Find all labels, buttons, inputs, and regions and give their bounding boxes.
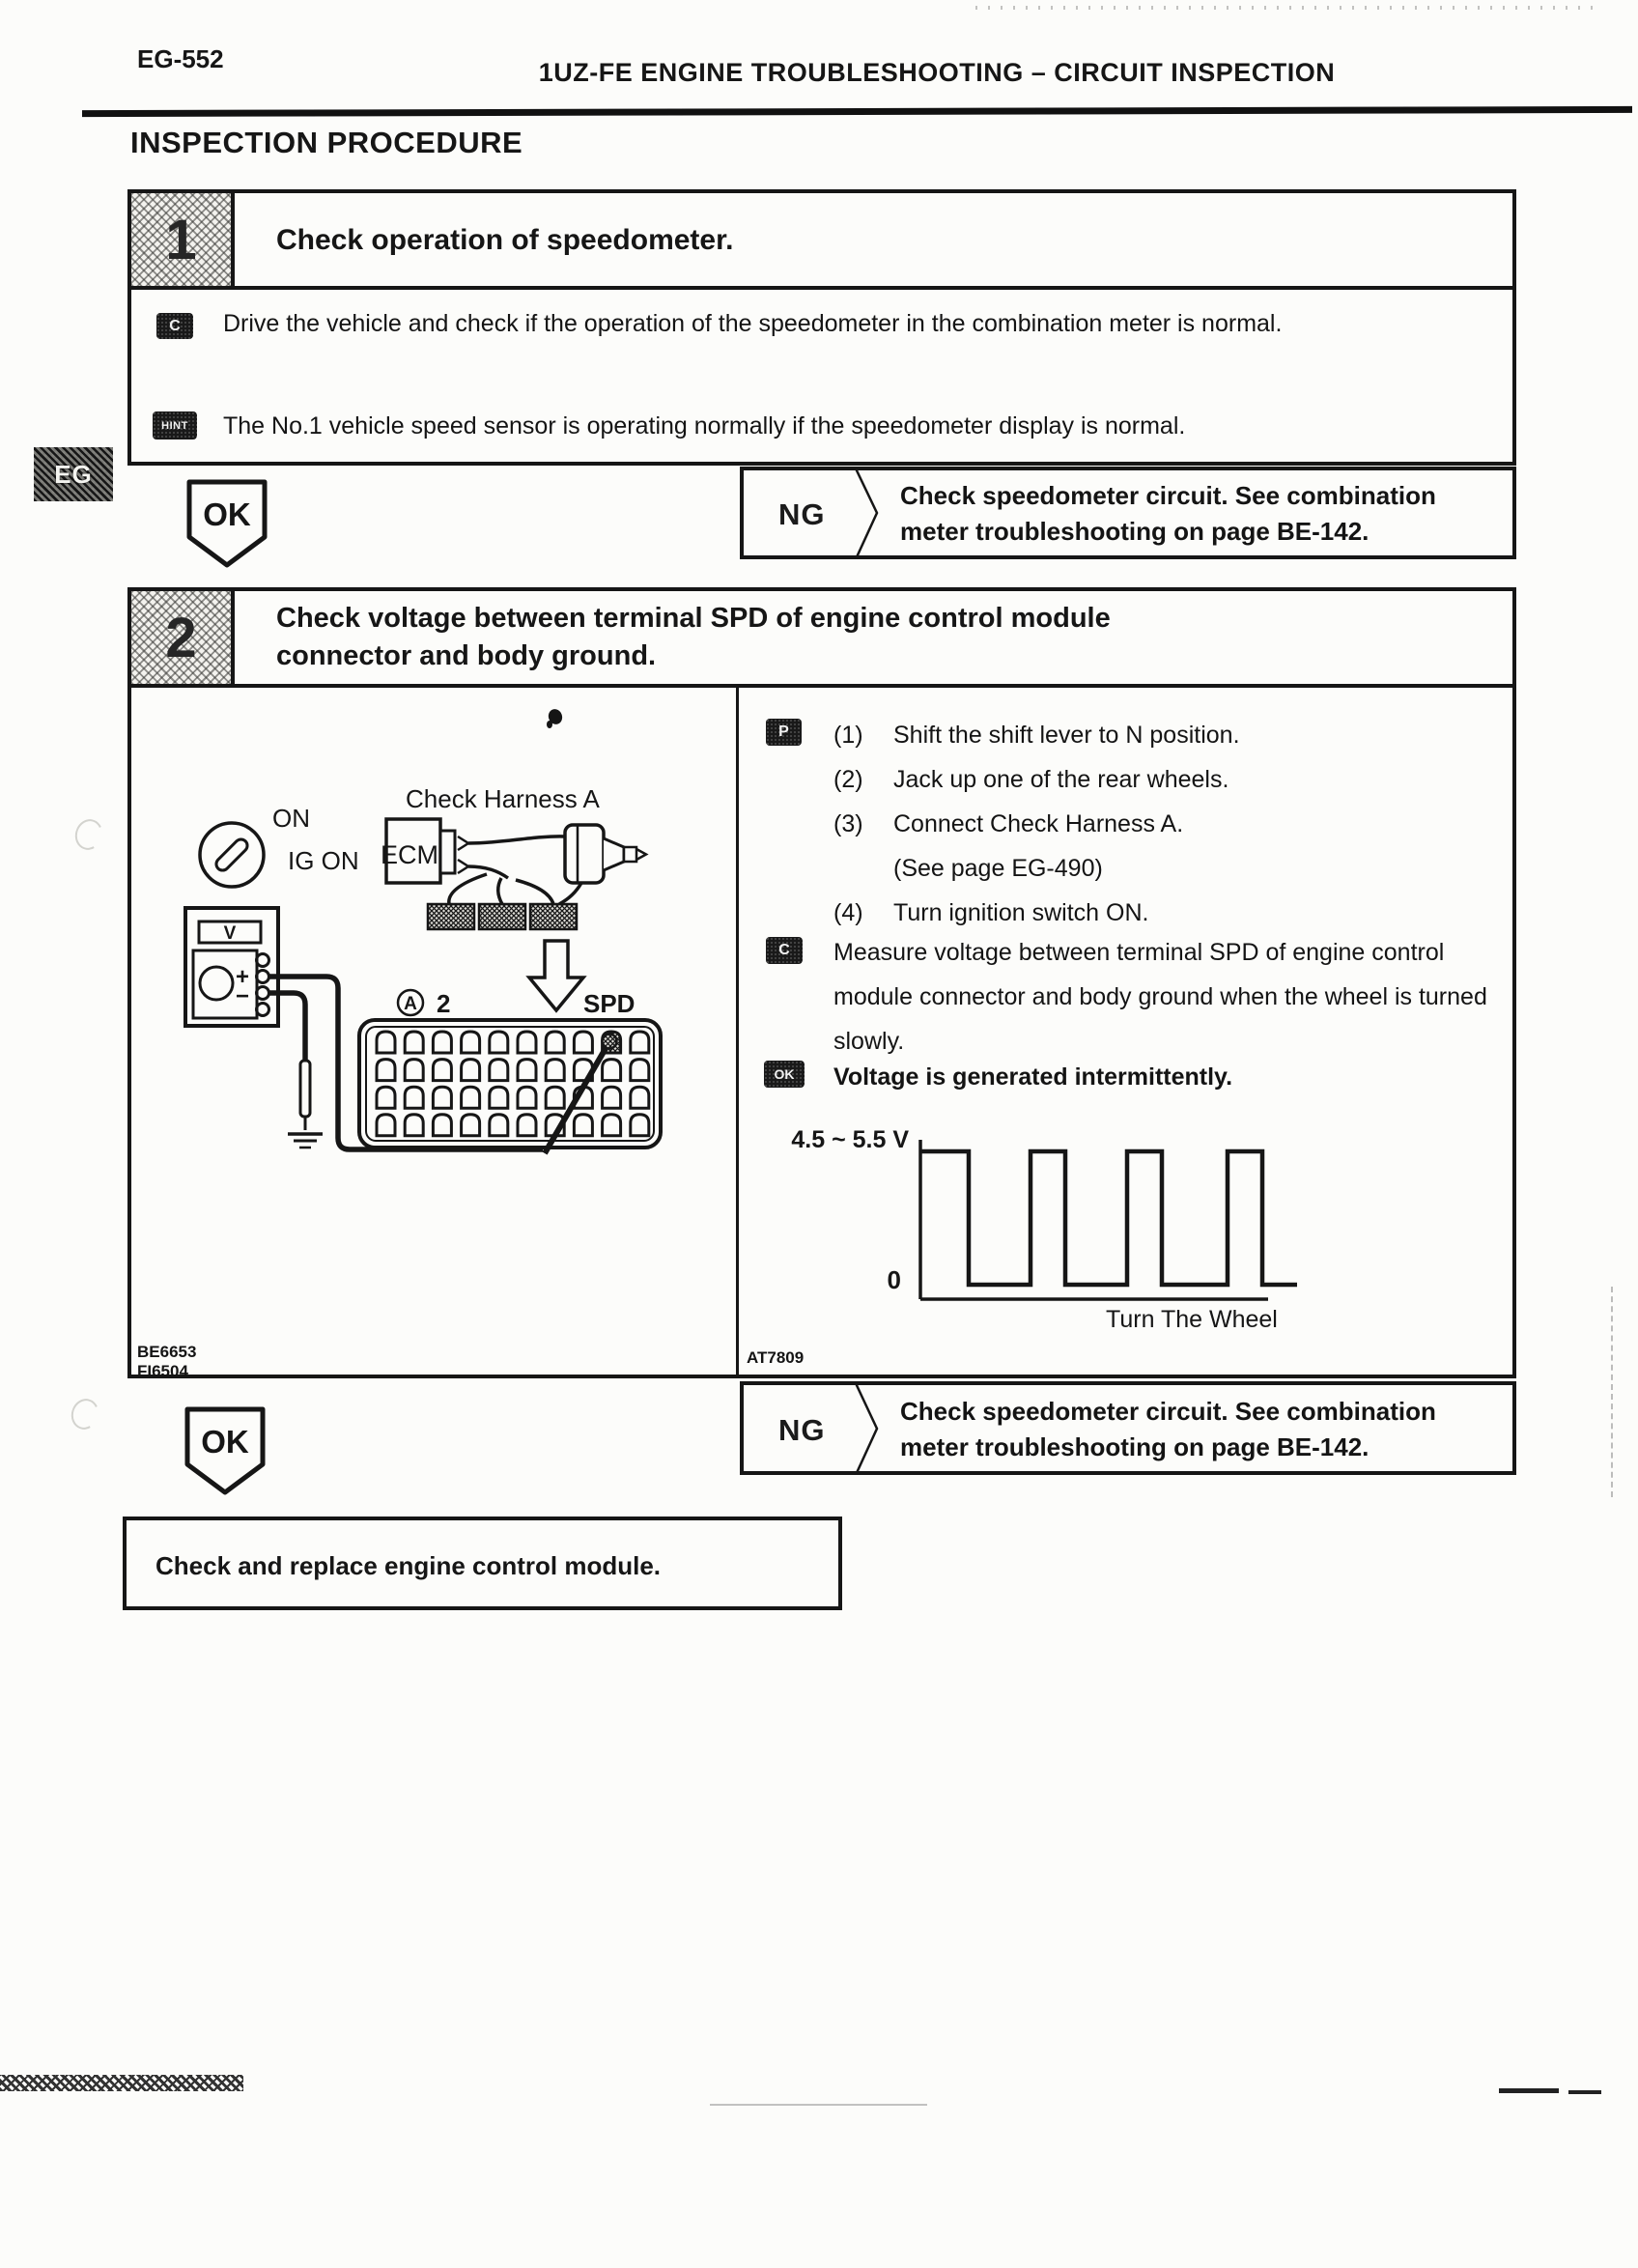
step2-title-line1: Check voltage between terminal SPD of engine control module bbox=[276, 603, 1111, 634]
step2-title-line2: connector and body ground. bbox=[276, 640, 657, 671]
ng-label: NG bbox=[778, 497, 826, 531]
section-heading: INSPECTION PROCEDURE bbox=[130, 126, 523, 159]
ng-label: NG bbox=[778, 1413, 826, 1447]
page-title: 1UZ-FE ENGINE TROUBLESHOOTING – CIRCUIT INSPECTION bbox=[538, 58, 1336, 87]
spd-terminal-label: SPD bbox=[583, 989, 635, 1018]
step1-number: 1 bbox=[131, 193, 235, 286]
square-wave bbox=[920, 1151, 1297, 1285]
prep-item bbox=[833, 891, 1240, 935]
scan-smear bbox=[0, 2075, 243, 2091]
connector-circle-a: A bbox=[404, 994, 417, 1014]
probe-tip bbox=[603, 1035, 617, 1049]
scan-line bbox=[710, 2104, 927, 2106]
wave-x-label: Turn The Wheel bbox=[1106, 1306, 1278, 1333]
wave-high-label: 4.5 ~ 5.5 V bbox=[791, 1126, 909, 1153]
prep-item-num: (1) bbox=[833, 722, 863, 749]
ng-text-line2: meter troubleshooting on page BE-142. bbox=[900, 1432, 1370, 1461]
result-text: Voltage is generated intermittently. bbox=[833, 1063, 1233, 1091]
print-smudge bbox=[547, 721, 552, 728]
step1-title: Check operation of speedometer. bbox=[276, 223, 734, 256]
prep-item-text: Jack up one of the rear wheels. bbox=[893, 766, 1229, 793]
figure-code-1: BE6653 bbox=[137, 1343, 197, 1361]
ok-badge-icon: OK bbox=[764, 1061, 805, 1088]
prep-item bbox=[833, 713, 1240, 757]
ok-label: OK bbox=[203, 496, 251, 532]
wave-zero-label: 0 bbox=[887, 1265, 901, 1294]
ignition-ig-on-label: IG ON bbox=[288, 846, 359, 875]
figure-code-2: FI6504 bbox=[137, 1362, 188, 1380]
check-badge-icon: C bbox=[156, 313, 193, 339]
scan-dashed-edge bbox=[1611, 1287, 1613, 1497]
header-rule bbox=[82, 106, 1632, 117]
ok-arrow bbox=[182, 475, 272, 572]
check-text: Measure voltage between terminal SPD of engine control module connector and body ground when the wheel is turned slowly. bbox=[833, 939, 1487, 1055]
step2-ng-box bbox=[740, 1381, 1516, 1475]
pencil-mark bbox=[71, 815, 107, 853]
step2-title bbox=[276, 591, 1111, 684]
final-action-box bbox=[123, 1517, 842, 1610]
prep-item-num bbox=[833, 846, 893, 891]
scan-dash bbox=[1568, 2090, 1601, 2094]
ng-chevron bbox=[852, 468, 887, 559]
figure-codes bbox=[137, 1343, 196, 1381]
ecm-label: ECM bbox=[381, 840, 438, 869]
connector-number-label: 2 bbox=[437, 989, 451, 1018]
ng-text-line1: Check speedometer circuit. See combination bbox=[900, 1397, 1436, 1426]
prep-item-text: Shift the shift lever to N position. bbox=[893, 722, 1240, 749]
ecm-harness-icon bbox=[386, 819, 646, 929]
prep-item-num: (3) bbox=[833, 810, 863, 837]
margin-tab: EG bbox=[34, 447, 113, 501]
down-arrow-icon bbox=[529, 941, 583, 1010]
scan-noise-strip bbox=[975, 6, 1594, 10]
check-badge-icon: C bbox=[766, 937, 803, 964]
prep-badge-icon: P bbox=[766, 719, 802, 746]
ignition-switch-icon bbox=[200, 823, 264, 887]
ignition-on-label: ON bbox=[272, 804, 310, 833]
voltmeter-v-label: V bbox=[223, 923, 237, 944]
pencil-mark bbox=[68, 1395, 103, 1432]
ng-chevron bbox=[852, 1383, 887, 1475]
step1-item-text: The No.1 vehicle speed sensor is operating normally if the speedometer display is normal. bbox=[223, 412, 1186, 439]
step1-item-text: Drive the vehicle and check if the operation of the speedometer in the combination meter is normal. bbox=[223, 310, 1283, 337]
prep-item bbox=[833, 757, 1240, 802]
harness-label: Check Harness A bbox=[406, 784, 600, 813]
hint-badge-icon: HINT bbox=[153, 411, 197, 439]
scan-dash bbox=[1499, 2088, 1559, 2093]
ng-text-line1: Check speedometer circuit. See combination bbox=[900, 481, 1436, 510]
voltmeter-minus: − bbox=[236, 983, 250, 1009]
circuit-diagram bbox=[127, 684, 736, 1378]
figure-code: AT7809 bbox=[747, 1348, 805, 1367]
final-action-text: Check and replace engine control module. bbox=[155, 1551, 662, 1580]
step1-body-box bbox=[127, 286, 1516, 466]
ground-probe-icon bbox=[288, 1061, 323, 1148]
prep-item-text: Connect Check Harness A. bbox=[893, 810, 1184, 837]
ok-label: OK bbox=[201, 1424, 249, 1460]
voltmeter-plus: + bbox=[236, 964, 250, 990]
step1-header-box bbox=[127, 189, 1516, 290]
ok-arrow bbox=[180, 1403, 270, 1499]
step2-header-box bbox=[127, 587, 1516, 688]
prep-item-text: Turn ignition switch ON. bbox=[893, 899, 1149, 926]
voltmeter-icon bbox=[185, 908, 278, 1026]
page-code: EG-552 bbox=[137, 44, 224, 73]
prep-list bbox=[833, 713, 1240, 935]
prep-item-num: (2) bbox=[833, 766, 863, 793]
connector-a-label bbox=[398, 990, 423, 1015]
prep-item-text: (See page EG-490) bbox=[893, 855, 1103, 882]
prep-item bbox=[833, 802, 1240, 846]
ng-text-line2: meter troubleshooting on page BE-142. bbox=[900, 517, 1370, 546]
step2-instruction-panel bbox=[736, 684, 1516, 1378]
step2-number: 2 bbox=[131, 591, 235, 684]
prep-item bbox=[833, 846, 1240, 891]
prep-item-num: (4) bbox=[833, 899, 863, 926]
step1-ng-box bbox=[740, 467, 1516, 559]
